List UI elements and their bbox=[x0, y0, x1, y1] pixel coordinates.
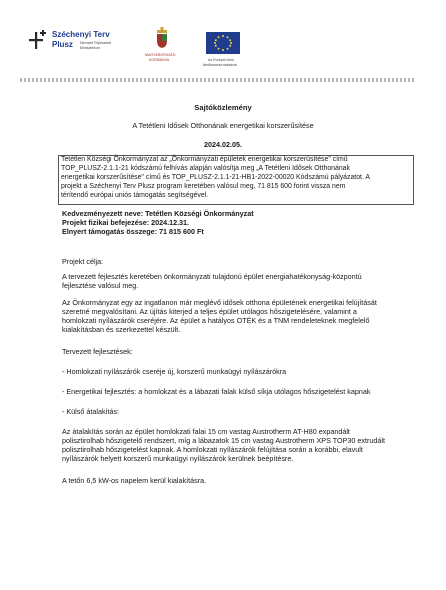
conversion-line: polisztirolhab hőszigetelést kapnak. A homlokzati nyílászárók felújítása során a korábbi, elavult bbox=[62, 445, 363, 454]
press-date: 2024.02.05. bbox=[204, 140, 242, 149]
page-title: Sajtóközlemény bbox=[194, 103, 252, 112]
page-subtitle: A Tetétleni Idősek Otthonának energetikai korszerűsítése bbox=[132, 121, 314, 130]
solar-panel-line: A tetőn 6,5 kW-os napelem kerül kialakításra. bbox=[62, 476, 207, 485]
conversion-line: polisztirolhab hőszigetelő rendszert, míg a lábazatok 15 cm vastag Austrotherm XPS TOP30 extrudált bbox=[62, 436, 385, 445]
gov-label-2: KORMÁNYA bbox=[149, 58, 170, 62]
szechenyi-logo-icon bbox=[26, 28, 54, 56]
description-line: homlokzati nyílászárók cseréjére. Az épület a hatályos OTÉK és a TNM rendeleteknek megfelelő bbox=[62, 316, 370, 325]
intro-line: energetikai korszerűsítése" című és TOP_PLUSZ-2.1.1-21-HB1-2022-00020 Kódszámú pályázatot. A bbox=[61, 174, 370, 181]
eu-label-2: társfinanszírozásával bbox=[203, 63, 237, 67]
intro-line: TOP_PLUSZ-2.1.1-21 kódszámú felhívás alapján valósítja meg „A Tetétleni Idősek Otthonának bbox=[61, 165, 350, 172]
description-line: kialakításban és szerkezettel készült. bbox=[62, 325, 181, 334]
logo-sub-2: Minisztérium bbox=[80, 46, 101, 50]
eu-flag-icon bbox=[206, 32, 240, 54]
conversion-line: Az átalakítás során az épület homlokzati falai 15 cm vastag Austrotherm AT-H80 expandált bbox=[62, 427, 350, 436]
header-divider bbox=[20, 78, 415, 82]
conversion-line: nyílászárók helyett korszerű munkaügyi nyílászárók kerülnek beépítésre. bbox=[62, 454, 294, 463]
logo-sub-1: Nemzeti Fejlesztési bbox=[80, 41, 112, 45]
logo-title: Széchenyi Terv bbox=[52, 30, 110, 39]
goal-heading: Projekt célja: bbox=[62, 257, 104, 266]
development-item: - Energetikai fejlesztés: a homlokzat és a lábazati falak külső síkja utólagos hőszigetelést kapnak bbox=[62, 387, 371, 396]
coat-of-arms-icon bbox=[155, 27, 169, 49]
goal-line: fejlesztése valósul meg. bbox=[62, 281, 139, 290]
intro-line: térítendő európai uniós támogatás segítségével. bbox=[61, 192, 209, 199]
developments-heading: Tervezett fejlesztések: bbox=[62, 347, 133, 356]
beneficiary-name: Kedvezményezett neve: Tetétlen Községi Önkormányzat bbox=[62, 209, 254, 218]
development-item: - Homlokzati nyílászárók cseréje új, korszerű munkaügyi nyílászárókra bbox=[62, 367, 287, 376]
project-end-date: Projekt fizikai befejezése: 2024.12.31. bbox=[62, 218, 190, 227]
gov-label-1: MAGYARORSZÁG bbox=[145, 53, 176, 57]
development-item: - Külső átalakítás: bbox=[62, 407, 120, 416]
description-line: szeretné megvalósítani. Az újítás kiterjed a teljes épület utólagos hőszigetelésére, valamint a bbox=[62, 307, 357, 316]
goal-line: A tervezett fejlesztés keretében önkormányzati tulajdonú épület energiahatékonyság-központú bbox=[62, 272, 362, 281]
logo-title-2: Plusz bbox=[52, 40, 73, 49]
intro-line: projekt a Széchenyi Terv Plusz program keretében valósul meg, 71 815 600 forint vissza nem bbox=[61, 183, 346, 190]
eu-label-1: Az Európai Unió bbox=[208, 58, 234, 62]
description-line: Az Önkormányzat egy az ingatlanon már meglévő idősek otthona épületének energetikai felújítását bbox=[62, 298, 377, 307]
intro-line: Tetétlen Községi Önkormányzat az „Önkormányzati épületek energetikai korszerűsítése" című bbox=[61, 156, 348, 163]
grant-amount: Elnyert támogatás összege: 71 815 600 Ft bbox=[62, 227, 204, 236]
